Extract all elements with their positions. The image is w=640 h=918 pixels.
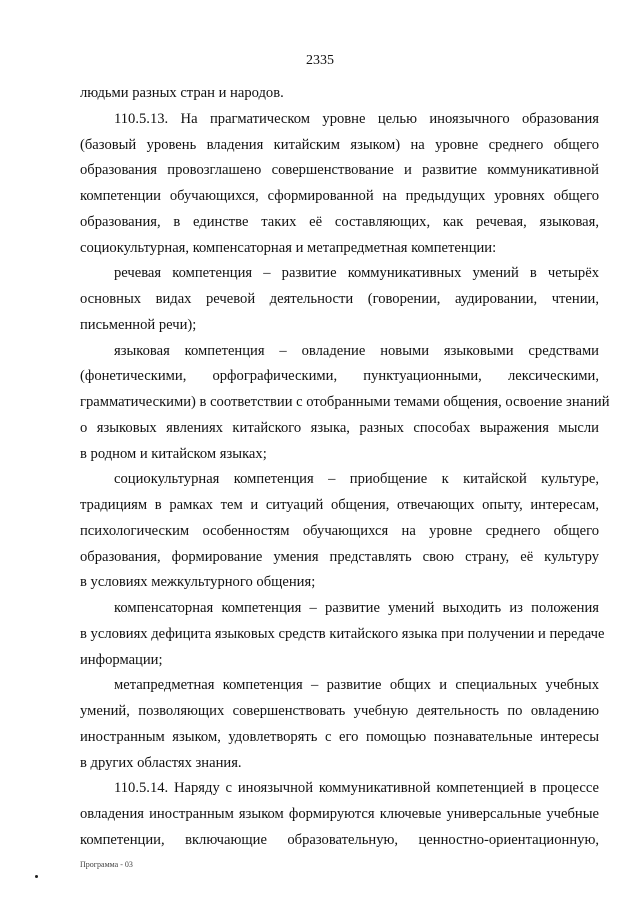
text-line: речевая компетенция – развитие коммуникативных умений в четырёх bbox=[114, 265, 599, 282]
text-line: 110.5.13. На прагматическом уровне целью иноязычного образования bbox=[114, 110, 599, 127]
text-line: умений, позволяющих совершенствовать учебную деятельность по овладению bbox=[80, 703, 599, 719]
text-line: грамматическими) в соответствии с отобранными темами общения, освоение знаний bbox=[80, 394, 610, 410]
text-line: в других областях знания. bbox=[80, 754, 242, 771]
text-line: информации; bbox=[80, 651, 163, 668]
text-line: (фонетическими, орфографическими, пунктуационными, лексическими, bbox=[80, 368, 599, 385]
text-line: социокультурная компетенция – приобщение к китайской культуре, bbox=[114, 471, 599, 488]
text-line: образования, в единстве таких её составляющих, как речевая, языковая, bbox=[80, 213, 599, 230]
text-line: психологическим особенностям обучающихся на уровне среднего общего bbox=[80, 522, 599, 539]
text-line: 110.5.14. Наряду с иноязычной коммуникативной компетенцией в процессе bbox=[114, 780, 599, 797]
text-line: языковая компетенция – овладение новыми языковыми средствами bbox=[114, 342, 599, 359]
page-number: 2335 bbox=[306, 53, 334, 68]
page-footer: Программа - 03 bbox=[80, 860, 133, 869]
text-line: в родном и китайском языках; bbox=[80, 445, 267, 462]
text-line: метапредметная компетенция – развитие общих и специальных учебных bbox=[114, 677, 599, 694]
document-body bbox=[80, 81, 610, 854]
text-line: компенсаторная компетенция – развитие умений выходить из положения bbox=[114, 600, 599, 616]
text-line: иностранным языком, удовлетворять с его помощью познавательные интересы bbox=[80, 728, 599, 745]
text-line: основных видах речевой деятельности (говорении, аудировании, чтении, bbox=[80, 291, 599, 307]
text-line: социокультурная, компенсаторная и метапредметная компетенции: bbox=[80, 239, 497, 256]
text-line: компетенции обучающихся, сформированной на предыдущих уровнях общего bbox=[80, 188, 599, 204]
text-line: овладения иностранным языком формируются ключевые универсальные учебные bbox=[80, 806, 599, 822]
text-line: о языковых явлениях китайского языка, разных способах выражения мысли bbox=[80, 419, 599, 436]
text-line: (базовый уровень владения китайским языком) на уровне среднего общего bbox=[80, 136, 599, 153]
text-line: традициям в рамках тем и ситуаций общения, отвечающих опыту, интересам, bbox=[80, 497, 599, 513]
text-line: людьми разных стран и народов. bbox=[80, 85, 284, 101]
text-line: в условиях межкультурного общения; bbox=[80, 574, 316, 591]
text-line: образования провозглашено совершенствование и развитие коммуникативной bbox=[80, 162, 599, 179]
text-line: в условиях дефицита языковых средств китайского языка при получении и передаче bbox=[80, 625, 605, 642]
scan-dot-mark bbox=[35, 875, 38, 878]
text-line: образования, формирование умения представлять свою страну, её культуру bbox=[80, 548, 599, 565]
text-line: компетенции, включающие образовательную, ценностно-ориентационную, bbox=[80, 831, 599, 848]
text-line: письменной речи); bbox=[80, 316, 197, 333]
